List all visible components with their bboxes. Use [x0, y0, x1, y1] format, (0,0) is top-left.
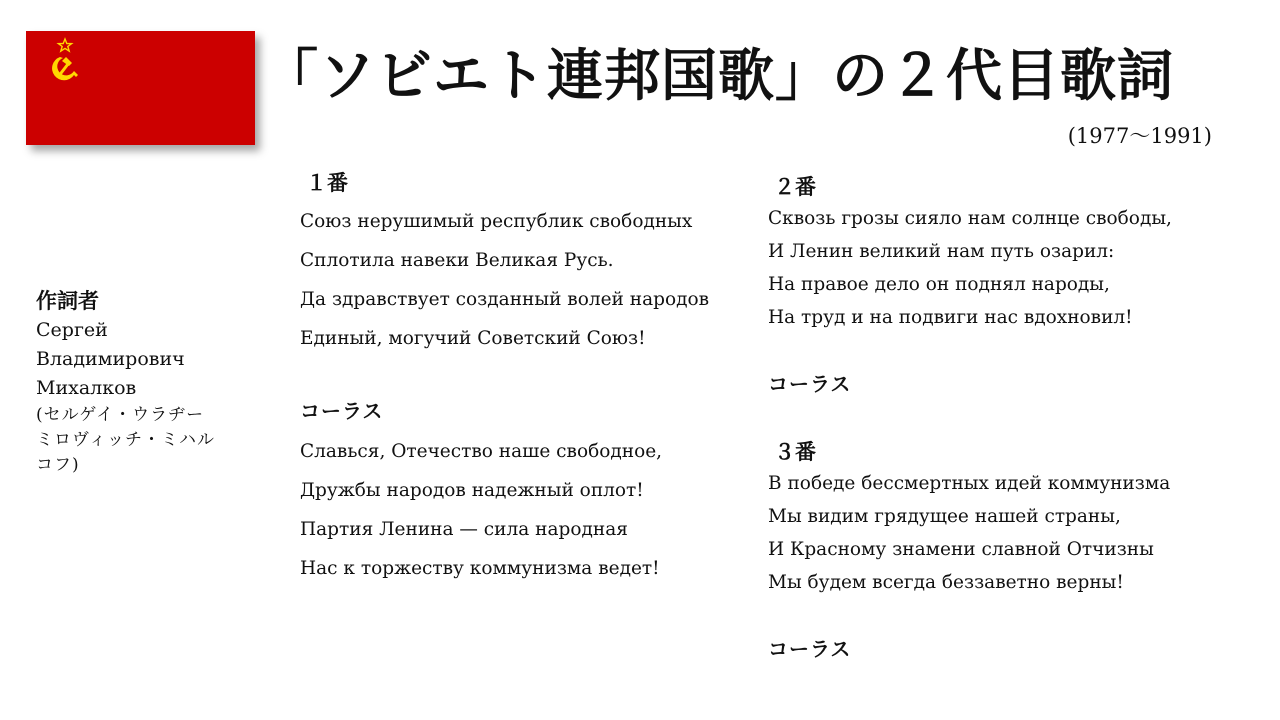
lyric-line: И Красному знамени славной Отчизны: [768, 539, 1154, 560]
chorus-line: Партия Ленина — сила народная: [300, 519, 628, 540]
lyricist-name-line: Михалков: [36, 377, 137, 399]
lyric-line: И Ленин великий нам путь озарил:: [768, 241, 1115, 262]
verse-3-heading: ３番: [774, 439, 816, 464]
lyricist-block: [36, 286, 266, 478]
year-range: (1977〜1991): [1067, 124, 1212, 148]
chorus-heading: コーラス: [300, 399, 384, 423]
lyricist-name-jp-line: ミロヴィッチ・ミハル: [36, 430, 215, 450]
lyric-line: Сплотила навеки Великая Русь.: [300, 250, 614, 271]
chorus-line: Славься, Отечество наше свободное,: [300, 441, 663, 462]
lyric-line: На труд и на подвиги нас вдохновил!: [768, 307, 1133, 328]
lyric-line: Союз нерушимый республик свободных: [300, 211, 693, 232]
lyric-line: В победе бессмертных идей коммунизма: [768, 473, 1171, 494]
hammer-sickle-star-icon: [46, 37, 88, 83]
lyric-line: Мы будем всегда беззаветно верны!: [768, 572, 1124, 593]
soviet-flag: [26, 31, 255, 145]
lyric-line: Сквозь грозы сияло нам солнце свободы,: [768, 208, 1172, 229]
lyricist-name-line: Сергей: [36, 319, 108, 341]
lyric-line: Да здравствует созданный волей народов: [300, 289, 710, 310]
lyric-line: Мы видим грядущее нашей страны,: [768, 506, 1121, 527]
lyricist-name-line: Владимирович: [36, 348, 185, 370]
verse-2-heading: ２番: [774, 174, 816, 199]
lyric-line: Единый, могучий Советский Союз!: [300, 328, 646, 349]
chorus-reference: コーラス: [768, 372, 852, 396]
lyricist-label: 作詞者: [36, 288, 99, 313]
lyric-line: На правое дело он поднял народы,: [768, 274, 1110, 295]
verse-1-heading: １番: [306, 170, 348, 195]
chorus-line: Нас к торжеству коммунизма ведет!: [300, 558, 660, 579]
chorus-reference: コーラス: [768, 637, 852, 661]
chorus-line: Дружбы народов надежный оплот!: [300, 480, 644, 501]
lyricist-name-jp-line: (セルゲイ・ウラヂー: [36, 405, 205, 425]
lyricist-name-jp-line: コフ): [36, 455, 80, 475]
lyrics-column-2: [768, 172, 1172, 664]
lyrics-column-1: [300, 168, 709, 588]
page-title: 「ソビエト連邦国歌」の２代目歌詞: [262, 43, 1174, 109]
